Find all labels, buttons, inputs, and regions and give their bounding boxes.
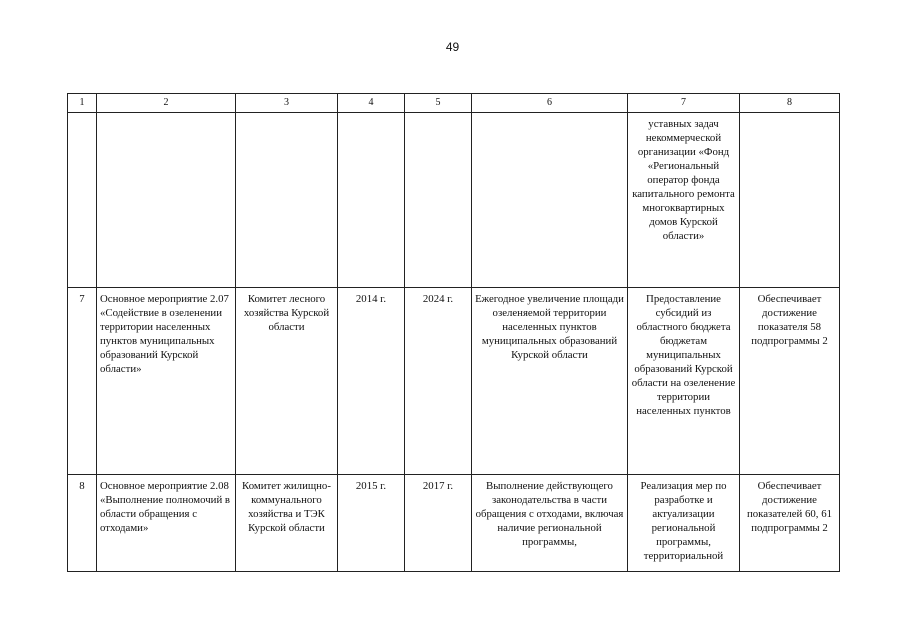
header-cell: 6 <box>472 94 628 113</box>
mechanism-cell: уставных задач некоммерческой организации «Фонд «Региональный оператор фонда капитального ремонта многоквартирных домов Курской области» <box>628 113 740 288</box>
header-row <box>68 94 840 113</box>
event-cell: Основное мероприятие 2.07 «Содействие в озеленении территории населенных пунктов муниципальных образований Курской области» <box>97 288 236 475</box>
header-cell: 8 <box>740 94 840 113</box>
header-cell: 7 <box>628 94 740 113</box>
row-number: 8 <box>68 475 97 572</box>
header-cell: 2 <box>97 94 236 113</box>
indicator-cell <box>740 113 840 288</box>
result-cell: Выполнение действующего законодательства в части обращения с отходами, включая наличие региональной программы, <box>472 475 628 572</box>
table-row <box>68 288 840 475</box>
event-cell <box>97 113 236 288</box>
executor-cell <box>236 113 338 288</box>
result-cell <box>472 113 628 288</box>
page-number: 49 <box>445 40 460 54</box>
end-year-cell <box>405 113 472 288</box>
table-row <box>68 475 840 572</box>
table-row <box>68 113 840 288</box>
result-cell: Ежегодное увеличение площади озеленяемой территории населенных пунктов муниципальных образований Курской области <box>472 288 628 475</box>
program-table <box>67 93 840 572</box>
indicator-cell: Обеспечивает достижение показателей 60, 61 подпрограммы 2 <box>740 475 840 572</box>
row-number <box>68 113 97 288</box>
start-year-cell <box>338 113 405 288</box>
mechanism-cell: Предоставление субсидий из областного бюджета бюджетам муниципальных образований Курской области на озеленение территории населенных пунктов <box>628 288 740 475</box>
header-cell: 4 <box>338 94 405 113</box>
executor-cell: Комитет лесного хозяйства Курской области <box>236 288 338 475</box>
event-cell: Основное мероприятие 2.08 «Выполнение полномочий в области обращения с отходами» <box>97 475 236 572</box>
header-cell: 5 <box>405 94 472 113</box>
indicator-cell: Обеспечивает достижение показателя 58 подпрограммы 2 <box>740 288 840 475</box>
end-year-cell: 2024 г. <box>405 288 472 475</box>
start-year-cell: 2015 г. <box>338 475 405 572</box>
header-cell: 3 <box>236 94 338 113</box>
header-cell: 1 <box>68 94 97 113</box>
mechanism-cell: Реализация мер по разработке и актуализации региональной программы, территориальной <box>628 475 740 572</box>
row-number: 7 <box>68 288 97 475</box>
start-year-cell: 2014 г. <box>338 288 405 475</box>
end-year-cell: 2017 г. <box>405 475 472 572</box>
executor-cell: Комитет жилищно-коммунального хозяйства и ТЭК Курской области <box>236 475 338 572</box>
